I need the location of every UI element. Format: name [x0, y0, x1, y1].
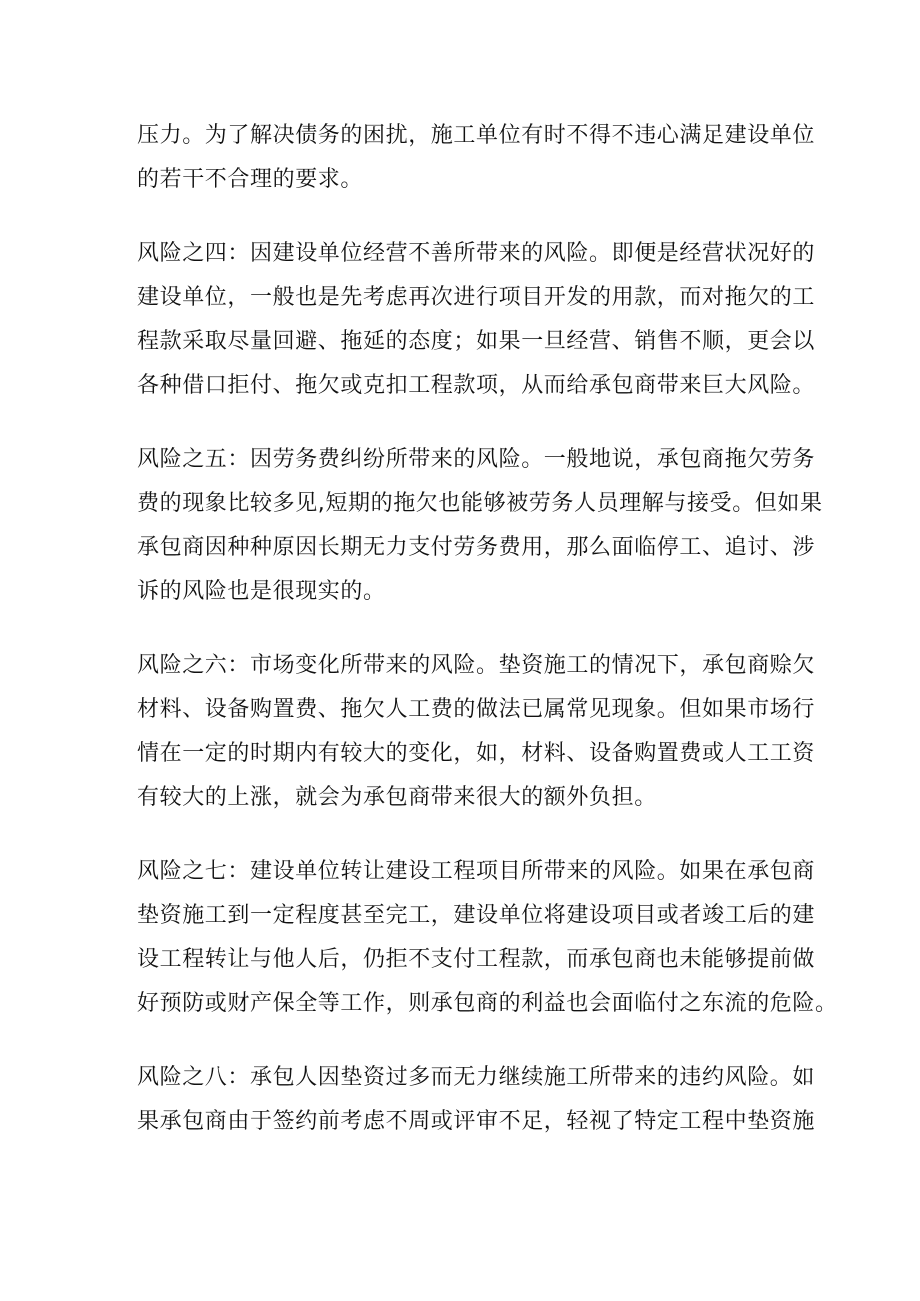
text-line: 风险之六：市场变化所带来的风险。垫资施工的情况下，承包商赊欠	[137, 653, 816, 678]
paragraph-debt-pressure	[137, 114, 817, 202]
paragraph-risk-seven	[137, 850, 838, 1026]
text-line: 建设单位，一般也是先考虑再次进行项目开发的用款，而对拖欠的工	[137, 285, 816, 310]
text-line: 设工程转让与他人后，仍拒不支付工程款，而承包商也未能够提前做	[137, 947, 816, 972]
text-line: 诉的风险也是很现实的。	[137, 579, 386, 604]
text-line: 承包商因种种原因长期无力支付劳务费用，那么面临停工、追讨、涉	[137, 535, 816, 560]
paragraph-risk-eight	[137, 1056, 817, 1144]
text-line: 材料、设备购置费、拖欠人工费的做法已属常见现象。但如果市场行	[137, 697, 816, 722]
text-line: 风险之八：承包人因垫资过多而无力继续施工所带来的违约风险。如	[137, 1065, 816, 1090]
paragraph-risk-six	[137, 644, 817, 820]
text-line: 情在一定的时期内有较大的变化，如，材料、设备购置费或人工工资	[137, 741, 816, 766]
text-line: 风险之七：建设单位转让建设工程项目所带来的风险。如果在承包商	[137, 859, 816, 884]
text-line: 程款采取尽量回避、拖延的态度；如果一旦经营、销售不顺，更会以	[137, 329, 816, 354]
text-line: 垫资施工到一定程度甚至完工，建设单位将建设项目或者竣工后的建	[137, 903, 816, 928]
text-line: 压力。为了解决债务的困扰，施工单位有时不得不违心满足建设单位	[137, 123, 816, 148]
document-body	[137, 114, 838, 1144]
text-line: 费的现象比较多见,短期的拖欠也能够被劳务人员理解与接受。但如果	[137, 491, 823, 516]
text-line: 各种借口拒付、拖欠或克扣工程款项，从而给承包商带来巨大风险。	[137, 373, 816, 398]
text-line: 有较大的上涨，就会为承包商带来很大的额外负担。	[137, 785, 657, 810]
paragraph-risk-four	[137, 232, 817, 408]
text-line: 果承包商由于签约前考虑不周或评审不足，轻视了特定工程中垫资施	[137, 1109, 816, 1134]
text-line: 好预防或财产保全等工作，则承包商的利益也会面临付之东流的危险。	[137, 991, 838, 1016]
text-line: 风险之四：因建设单位经营不善所带来的风险。即便是经营状况好的	[137, 241, 816, 266]
text-line: 风险之五：因劳务费纠纷所带来的风险。一般地说，承包商拖欠劳务	[137, 447, 816, 472]
text-line: 的若干不合理的要求。	[137, 167, 364, 192]
paragraph-risk-five	[137, 438, 823, 614]
